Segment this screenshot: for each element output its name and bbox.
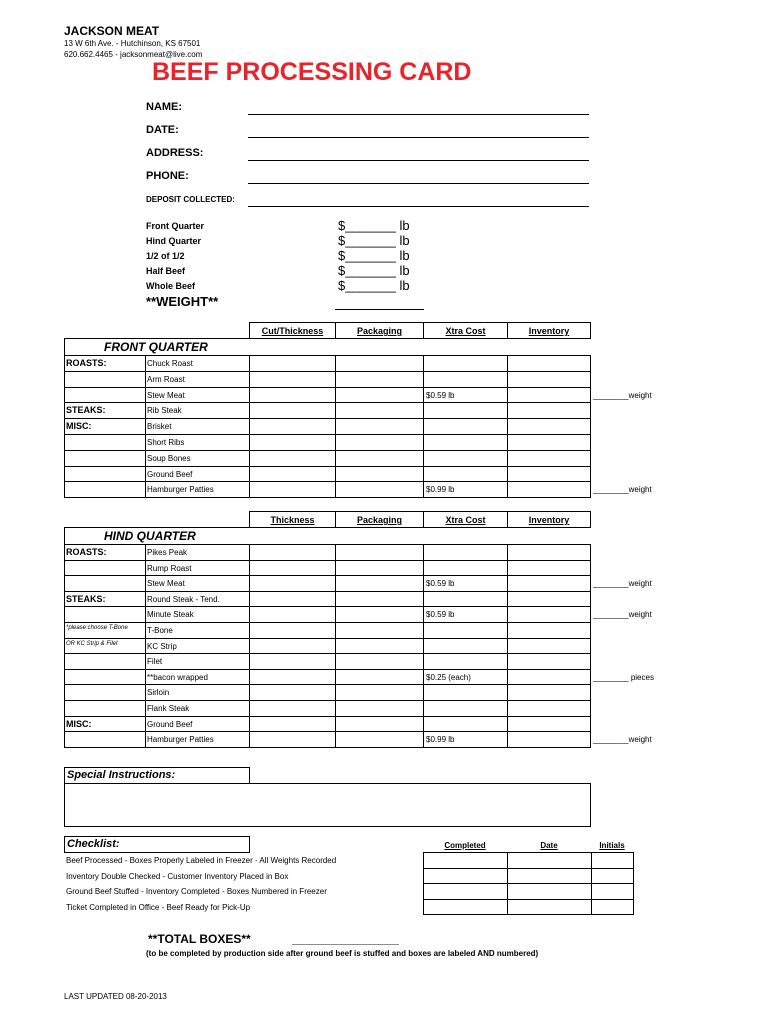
inventory-cell[interactable] — [507, 606, 591, 623]
order-type-label: Half Beef — [146, 266, 186, 276]
thickness-cell[interactable] — [249, 355, 336, 372]
cut-name: Flank Steak — [147, 704, 190, 713]
checklist-column-header: Date — [540, 841, 558, 850]
column-header-label: Xtra Cost — [445, 515, 486, 525]
packaging-cell[interactable] — [335, 544, 424, 561]
phone-field[interactable] — [248, 183, 589, 184]
cut-name: Ground Beef — [147, 719, 193, 729]
extra-cost: $0.59 lb — [426, 390, 455, 400]
group-label: MISC: — [66, 718, 92, 729]
cut-name: Short Ribs — [147, 438, 185, 447]
thickness-cell[interactable] — [249, 466, 336, 483]
weight-label: **WEIGHT** — [146, 294, 219, 309]
group-cell — [64, 731, 146, 748]
cost-cell — [423, 653, 508, 670]
inventory-cell[interactable] — [507, 622, 591, 639]
group-cell — [64, 560, 146, 577]
cut-name: Soup Bones — [147, 453, 191, 463]
group-cell — [64, 434, 146, 451]
total-boxes-label: **TOTAL BOXES** — [148, 932, 251, 946]
inventory-cell[interactable] — [507, 418, 591, 435]
packaging-cell[interactable] — [335, 716, 424, 733]
cut-name: Minute Steak — [147, 610, 194, 620]
checklist-initials-cell[interactable] — [591, 868, 634, 885]
company-contact: 620.662.4465 - jacksonmeat@live.com — [64, 50, 203, 59]
cut-name: Rump Roast — [147, 563, 192, 573]
checklist-column-header: Initials — [599, 841, 625, 850]
section-title: FRONT QUARTER — [104, 340, 208, 354]
packaging-cell[interactable] — [335, 622, 424, 639]
total-boxes-field[interactable]: ________________ — [292, 932, 399, 946]
thickness-cell[interactable] — [249, 700, 336, 717]
thickness-cell[interactable] — [249, 450, 336, 467]
inventory-cell[interactable] — [507, 434, 591, 451]
order-type-price-field[interactable]: $_______ lb — [338, 263, 410, 278]
inventory-cell[interactable] — [507, 466, 591, 483]
checklist-completed-cell[interactable] — [423, 852, 508, 869]
group-label: MISC: — [66, 421, 92, 432]
inventory-cell[interactable] — [507, 653, 591, 670]
order-type-label: Front Quarter — [146, 221, 205, 231]
total-boxes-note: (to be completed by production side after ground beef is stuffed and boxes are labeled AND numbered) — [146, 949, 539, 958]
inventory-cell[interactable] — [507, 387, 591, 404]
checklist-date-cell[interactable] — [507, 899, 592, 916]
cut-name: Rib Steak — [147, 406, 182, 416]
weight-field[interactable] — [335, 309, 424, 310]
group-cell — [64, 481, 146, 498]
group-cell — [64, 669, 146, 686]
thickness-cell[interactable] — [249, 560, 336, 577]
inventory-cell[interactable] — [507, 591, 591, 608]
checklist-date-cell[interactable] — [507, 852, 592, 869]
order-type-label: 1/2 of 1/2 — [146, 251, 185, 261]
cut-name: Chuck Roast — [147, 359, 193, 368]
thickness-cell[interactable] — [249, 684, 336, 701]
table-column-header — [249, 322, 336, 339]
table-column-header — [335, 322, 424, 339]
inventory-cell[interactable] — [507, 700, 591, 717]
company-address: 13 W 6th Ave. - Hutchinson, KS 67501 — [64, 39, 201, 48]
date-field[interactable] — [248, 137, 589, 138]
last-updated: LAST UPDATED 08-20-2013 — [64, 992, 167, 1001]
table-column-header — [249, 511, 336, 528]
packaging-cell[interactable] — [335, 371, 424, 388]
thickness-cell[interactable] — [249, 371, 336, 388]
order-type-price-field[interactable]: $_______ lb — [338, 233, 410, 248]
company-name: JACKSON MEAT — [64, 24, 160, 38]
deposit-label: DEPOSIT COLLECTED: — [146, 195, 235, 204]
checklist-completed-cell[interactable] — [423, 868, 508, 885]
packaging-cell[interactable] — [335, 684, 424, 701]
thickness-cell[interactable] — [249, 638, 336, 655]
inventory-field[interactable]: ________ pieces — [593, 672, 654, 682]
deposit-field[interactable] — [248, 206, 589, 207]
inventory-cell[interactable] — [507, 716, 591, 733]
cut-name: Sirloin — [147, 688, 170, 698]
thickness-cell[interactable] — [249, 418, 336, 435]
extra-cost: $0.99 lb — [426, 735, 455, 745]
cut-name: **bacon wrapped — [147, 672, 208, 682]
inventory-field[interactable]: ________weight — [593, 610, 652, 620]
cut-name: Hamburger Patties — [147, 735, 214, 745]
packaging-cell[interactable] — [335, 481, 424, 498]
inventory-cell[interactable] — [507, 402, 591, 419]
group-cell — [64, 450, 146, 467]
cut-name: T-Bone — [147, 626, 173, 635]
inventory-field[interactable]: ________weight — [593, 735, 652, 745]
cut-name: Stew Meat — [147, 579, 185, 589]
cost-cell — [423, 622, 508, 639]
group-cell — [64, 466, 146, 483]
inventory-field[interactable]: ________weight — [593, 579, 652, 589]
cut-name: Filet — [147, 657, 163, 667]
checklist-initials-cell[interactable] — [591, 899, 634, 916]
thickness-cell[interactable] — [249, 653, 336, 670]
extra-cost: $0.59 lb — [426, 610, 455, 620]
table-column-header — [423, 322, 508, 339]
cost-cell — [423, 418, 508, 435]
group-label: STEAKS: — [66, 593, 106, 604]
address-label: ADDRESS: — [146, 147, 204, 159]
inventory-cell[interactable] — [507, 450, 591, 467]
thickness-cell[interactable] — [249, 669, 336, 686]
cut-name: KC Strip — [147, 641, 177, 651]
special-instructions-label: Special Instructions: — [67, 769, 176, 781]
inventory-field[interactable]: ________weight — [593, 390, 652, 400]
thickness-cell[interactable] — [249, 402, 336, 419]
packaging-cell[interactable] — [335, 575, 424, 592]
group-label: ROASTS: — [66, 358, 107, 368]
extra-cost: $0.25 (each) — [426, 672, 471, 682]
inventory-field[interactable]: ________weight — [593, 485, 652, 495]
thickness-cell[interactable] — [249, 622, 336, 639]
checklist-item: Beef Processed - Boxes Properly Labeled in Freezer - All Weights Recorded — [66, 856, 337, 865]
inventory-cell[interactable] — [507, 575, 591, 592]
cost-cell — [423, 355, 508, 372]
special-instructions-field[interactable] — [64, 783, 591, 827]
packaging-cell[interactable] — [335, 466, 424, 483]
group-label: ROASTS: — [66, 547, 107, 557]
page-title: BEEF PROCESSING CARD — [152, 58, 472, 86]
cut-name: Hamburger Patties — [147, 485, 214, 495]
group-cell — [64, 684, 146, 701]
order-type-price-field[interactable]: $_______ lb — [338, 218, 410, 233]
name-field[interactable] — [248, 114, 589, 115]
column-header-label: Thickness — [270, 515, 315, 525]
thickness-cell[interactable] — [249, 606, 336, 623]
column-header-label: Inventory — [528, 326, 570, 336]
packaging-cell[interactable] — [335, 355, 424, 372]
group-cell — [64, 653, 146, 670]
thickness-cell[interactable] — [249, 591, 336, 608]
packaging-cell[interactable] — [335, 560, 424, 577]
checklist-header — [64, 836, 250, 853]
cut-name: Brisket — [147, 422, 172, 432]
thickness-cell[interactable] — [249, 481, 336, 498]
group-cell — [64, 700, 146, 717]
order-type-label: Whole Beef — [146, 281, 196, 291]
cost-cell — [423, 450, 508, 467]
thickness-cell[interactable] — [249, 575, 336, 592]
packaging-cell[interactable] — [335, 700, 424, 717]
table-column-header — [423, 511, 508, 528]
packaging-cell[interactable] — [335, 402, 424, 419]
cost-cell — [423, 402, 508, 419]
cut-name: Pikes Peak — [147, 548, 188, 557]
cost-cell — [423, 560, 508, 577]
table-column-header — [335, 511, 424, 528]
checklist-initials-cell[interactable] — [591, 883, 634, 900]
extra-cost: $0.59 lb — [426, 579, 455, 589]
group-cell — [64, 606, 146, 623]
column-header-label: Packaging — [356, 326, 403, 336]
date-label: DATE: — [146, 124, 179, 136]
checklist-date-cell[interactable] — [507, 883, 592, 900]
cost-cell — [423, 466, 508, 483]
packaging-cell[interactable] — [335, 591, 424, 608]
cost-cell — [423, 638, 508, 655]
packaging-cell[interactable] — [335, 418, 424, 435]
group-label: *please choose T-Bone — [66, 625, 128, 631]
checklist-label: Checklist: — [67, 838, 120, 850]
inventory-cell[interactable] — [507, 669, 591, 686]
checklist-completed-cell[interactable] — [423, 899, 508, 916]
group-cell — [64, 371, 146, 388]
packaging-cell[interactable] — [335, 653, 424, 670]
checklist-completed-cell[interactable] — [423, 883, 508, 900]
column-header-label: Packaging — [356, 515, 403, 525]
inventory-cell[interactable] — [507, 355, 591, 372]
group-cell — [64, 575, 146, 592]
phone-label: PHONE: — [146, 170, 189, 182]
checklist-date-cell[interactable] — [507, 868, 592, 885]
cost-cell — [423, 716, 508, 733]
cost-cell — [423, 684, 508, 701]
inventory-cell[interactable] — [507, 544, 591, 561]
cost-cell — [423, 544, 508, 561]
packaging-cell[interactable] — [335, 638, 424, 655]
inventory-cell[interactable] — [507, 731, 591, 748]
packaging-cell[interactable] — [335, 387, 424, 404]
extra-cost: $0.99 lb — [426, 485, 455, 495]
cut-name: Arm Roast — [147, 374, 185, 384]
packaging-cell[interactable] — [335, 450, 424, 467]
order-type-label: Hind Quarter — [146, 236, 202, 246]
cut-name: Stew Meat — [147, 390, 185, 400]
name-label: NAME: — [146, 101, 183, 113]
thickness-cell[interactable] — [249, 716, 336, 733]
cost-cell — [423, 591, 508, 608]
inventory-cell[interactable] — [507, 560, 591, 577]
group-label: OR KC Strip & Filet — [66, 640, 118, 647]
order-type-price-field[interactable]: $_______ lb — [338, 248, 410, 263]
group-cell — [64, 387, 146, 404]
checklist-column-header: Completed — [444, 841, 486, 850]
checklist-item: Inventory Double Checked - Customer Inventory Placed in Box — [66, 871, 289, 881]
thickness-cell[interactable] — [249, 544, 336, 561]
address-field[interactable] — [248, 160, 589, 161]
thickness-cell[interactable] — [249, 387, 336, 404]
cost-cell — [423, 371, 508, 388]
table-column-header — [507, 322, 591, 339]
thickness-cell[interactable] — [249, 434, 336, 451]
column-header-label: Xtra Cost — [445, 326, 486, 336]
checklist-item: Ground Beef Stuffed - Inventory Completed - Boxes Numbered in Freezer — [66, 887, 327, 896]
section-title: HIND QUARTER — [104, 529, 196, 543]
cost-cell — [423, 434, 508, 451]
cut-name: Ground Beef — [147, 469, 193, 479]
order-type-price-field[interactable]: $_______ lb — [338, 278, 410, 293]
group-label: STEAKS: — [66, 405, 106, 416]
packaging-cell[interactable] — [335, 669, 424, 686]
cut-name: Round Steak - Tend. — [147, 594, 220, 604]
checklist-item: Ticket Completed in Office - Beef Ready for Pick-Up — [66, 902, 251, 912]
special-instructions-header — [64, 767, 250, 784]
inventory-cell[interactable] — [507, 371, 591, 388]
thickness-cell[interactable] — [249, 731, 336, 748]
packaging-cell[interactable] — [335, 606, 424, 623]
column-header-label: Cut/Thickness — [261, 326, 324, 336]
packaging-cell[interactable] — [335, 434, 424, 451]
column-header-label: Inventory — [528, 515, 570, 525]
inventory-cell[interactable] — [507, 481, 591, 498]
inventory-cell[interactable] — [507, 638, 591, 655]
table-column-header — [507, 511, 591, 528]
packaging-cell[interactable] — [335, 731, 424, 748]
cost-cell — [423, 700, 508, 717]
checklist-initials-cell[interactable] — [591, 852, 634, 869]
inventory-cell[interactable] — [507, 684, 591, 701]
